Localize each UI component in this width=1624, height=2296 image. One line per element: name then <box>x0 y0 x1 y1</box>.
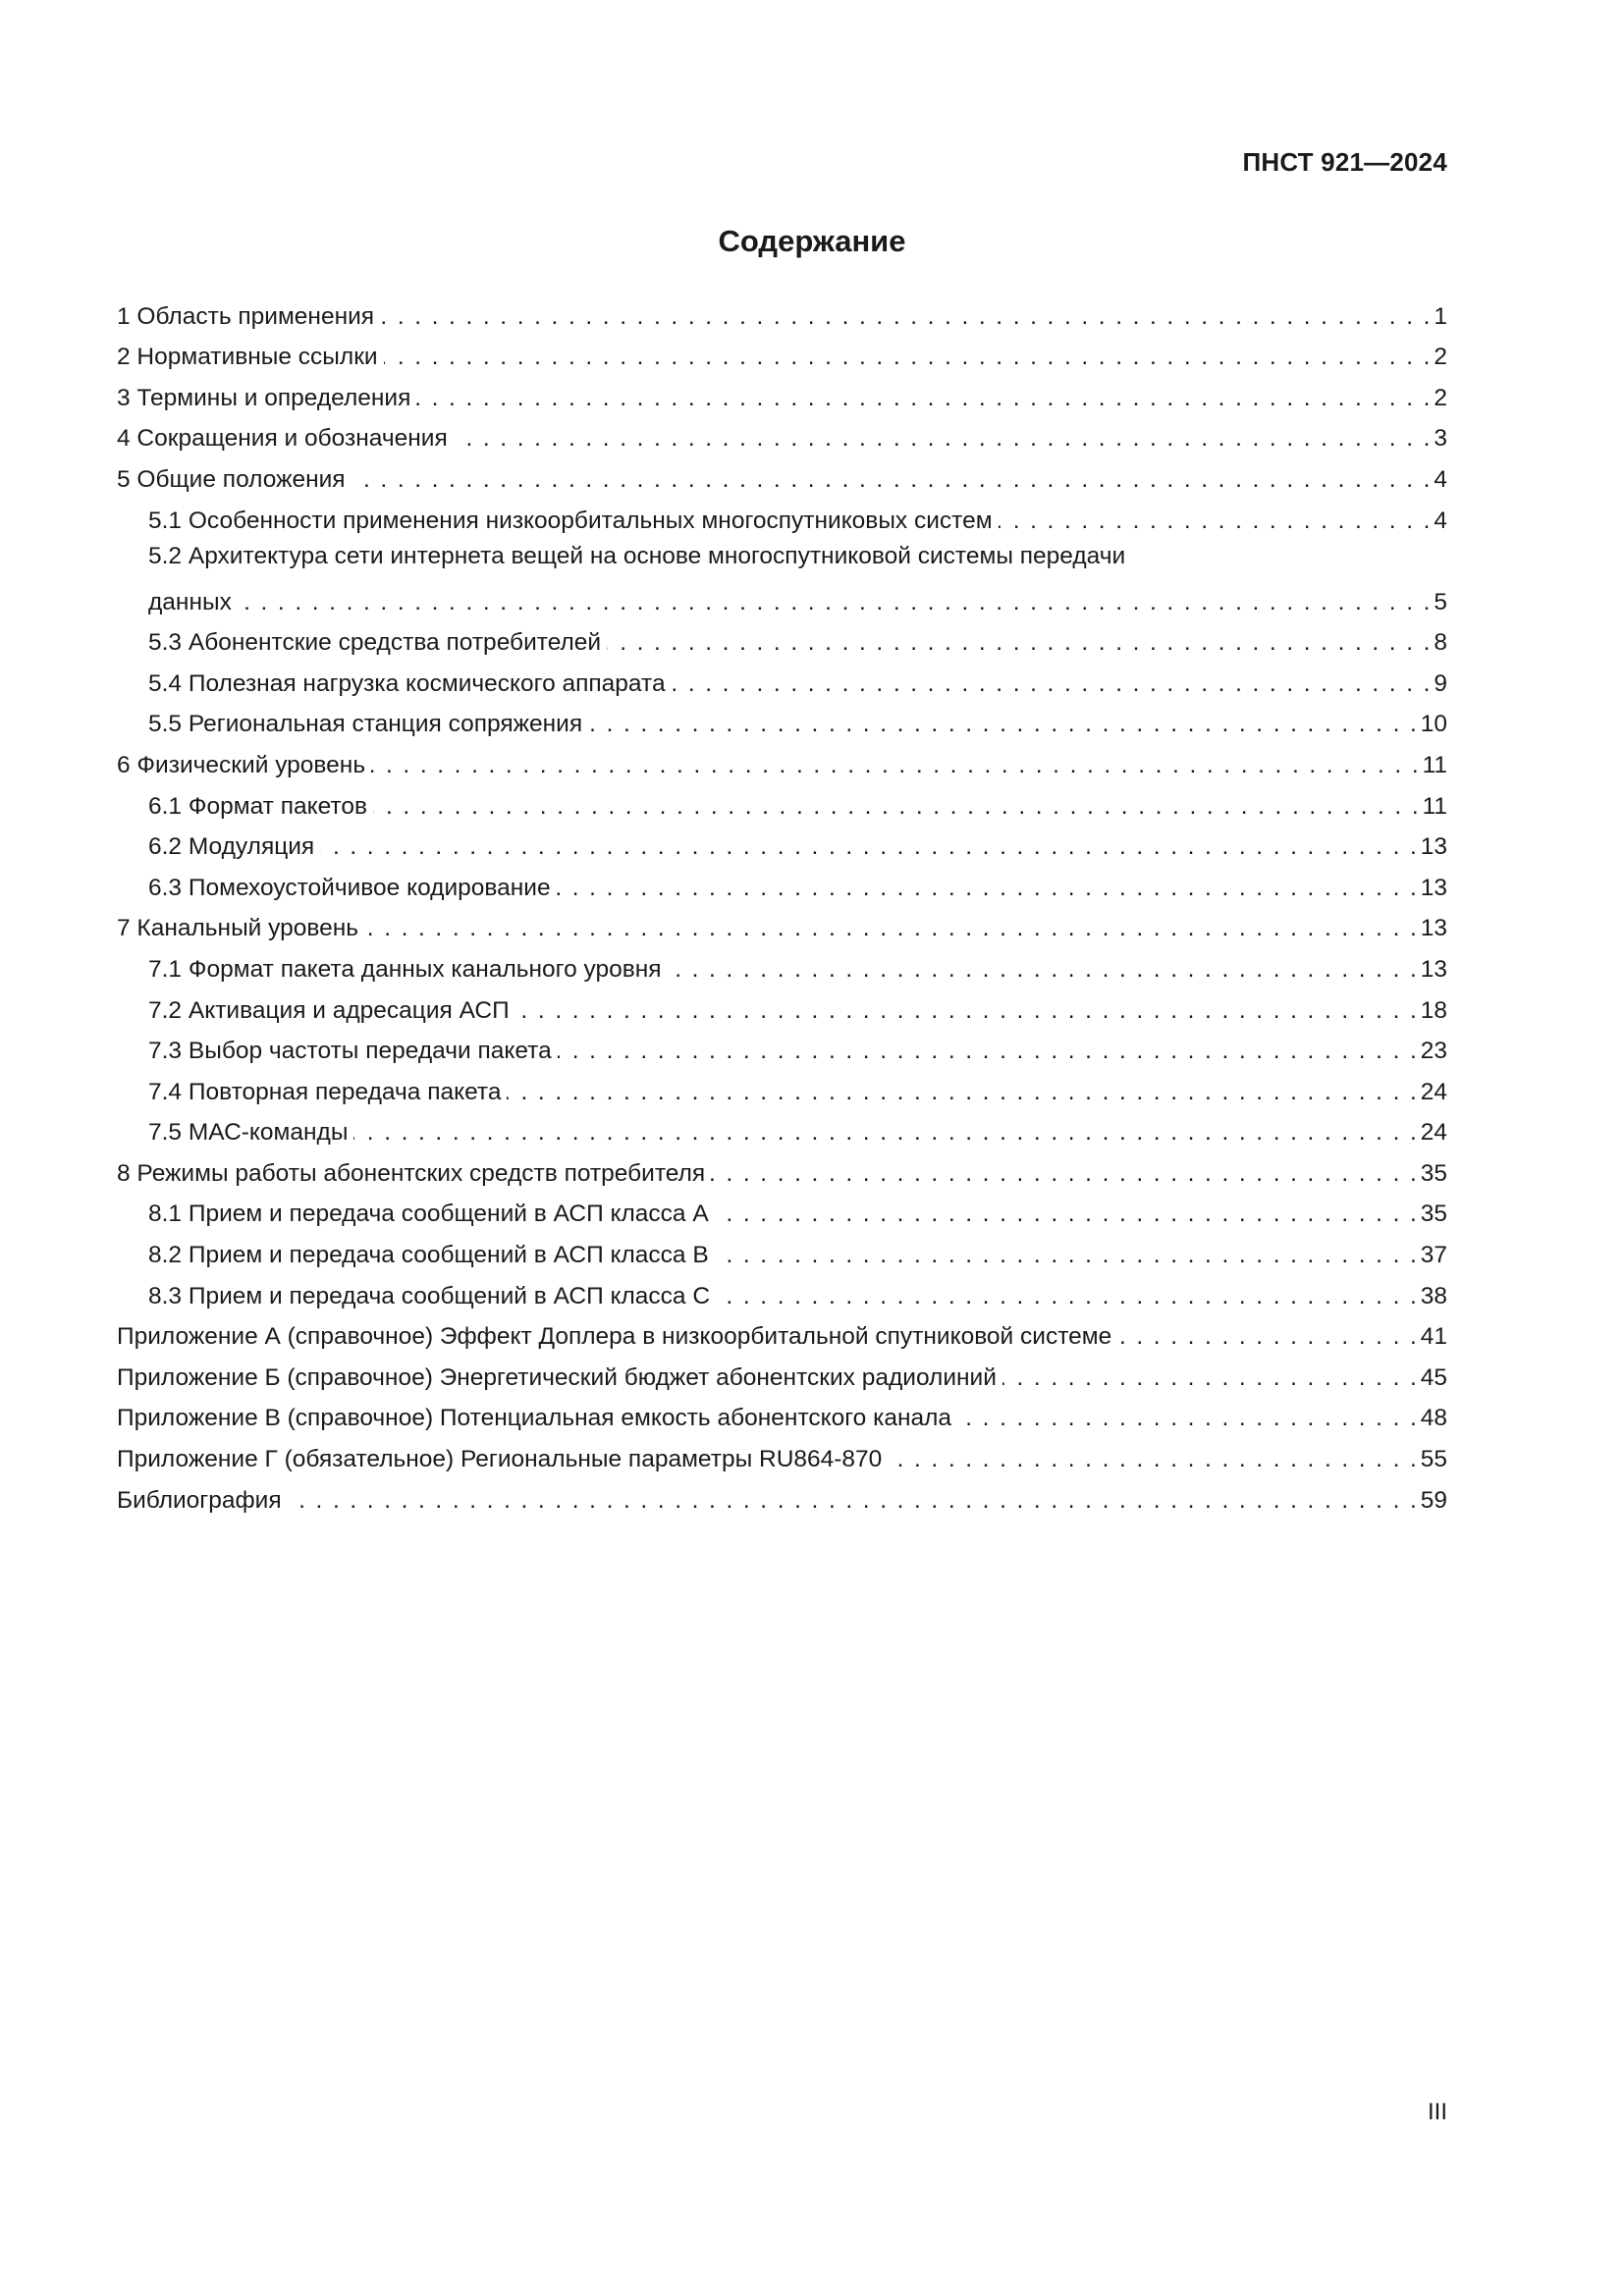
toc-entry-page: 55 <box>1420 1446 1447 1473</box>
toc-entry-text: 7.3 Выбор частоты передачи пакета <box>148 1038 552 1065</box>
toc-entry-text: Приложение Б (справочное) Энергетический бюджет абонентских радиолиний <box>117 1363 997 1391</box>
toc-leader-dots <box>352 465 1433 495</box>
toc-leader-dots <box>1117 1322 1418 1352</box>
toc-entry-page: 24 <box>1420 1078 1447 1105</box>
toc-entry-text: 7.2 Активация и адресация АСП <box>148 996 510 1024</box>
toc-entry-text: 8 Режимы работы абонентских средств потребителя <box>117 1159 706 1187</box>
toc-entry-page: 11 <box>1422 792 1447 820</box>
toc-leader-dots <box>672 669 1433 699</box>
toc-entry[interactable] <box>117 739 1447 780</box>
toc-entry-page: 4 <box>1434 507 1447 534</box>
toc-entry-page: 48 <box>1420 1405 1447 1432</box>
toc-leader-dots <box>515 996 1419 1026</box>
toc-leader-dots <box>715 1241 1419 1270</box>
toc-entry[interactable] <box>117 495 1447 536</box>
toc-entry-text: Библиография <box>117 1486 282 1514</box>
toc-entry-page: 2 <box>1434 344 1447 371</box>
toc-entry-page: 45 <box>1420 1363 1447 1391</box>
toc-leader-dots <box>288 1486 1419 1516</box>
toc-entry-text: Приложение Г (обязательное) Региональные параметры RU864-870 <box>117 1446 883 1473</box>
toc-entry-text: 6 Физический уровень <box>117 751 366 778</box>
toc-entry-page: 41 <box>1420 1323 1447 1351</box>
toc-leader-dots <box>715 1200 1419 1229</box>
toc-entry-text: 1 Область применения <box>117 302 375 330</box>
toc-entry-page: 8 <box>1434 629 1447 657</box>
toc-leader-dots <box>353 1118 1418 1148</box>
toc-entry[interactable] <box>117 903 1447 944</box>
toc-entry-page: 9 <box>1434 669 1447 697</box>
toc-leader-dots <box>557 874 1419 903</box>
toc-entry-text: 7.4 Повторная передача пакета <box>148 1078 502 1105</box>
toc-leader-dots <box>888 1445 1418 1474</box>
toc-entry-page: 37 <box>1420 1242 1447 1269</box>
toc-entry-page: 13 <box>1420 874 1447 901</box>
toc-entry-page: 3 <box>1434 425 1447 453</box>
toc-leader-dots <box>454 424 1433 454</box>
toc-entry[interactable] <box>117 1352 1447 1393</box>
toc-leader-dots <box>588 710 1419 739</box>
toc-entry[interactable] <box>117 1026 1447 1067</box>
toc-leader-dots <box>716 1282 1419 1311</box>
toc-entry-line2 <box>148 576 1447 617</box>
toc-entry[interactable] <box>117 1393 1447 1434</box>
toc-entry-text: 7.5 МАС-команды <box>148 1119 349 1147</box>
toc-entry[interactable] <box>117 943 1447 985</box>
toc-entry-text: 8.3 Прием и передача сообщений в АСП класса С <box>148 1282 711 1309</box>
toc-entry-text: 5.4 Полезная нагрузка космического аппарата <box>148 669 666 697</box>
toc-entry[interactable] <box>117 1066 1447 1107</box>
toc-entry[interactable] <box>117 1474 1447 1516</box>
toc-entry[interactable] <box>117 699 1447 740</box>
toc-entry-page: 13 <box>1420 915 1447 942</box>
toc-entry[interactable] <box>117 1433 1447 1474</box>
toc-entry[interactable] <box>117 413 1447 454</box>
table-of-contents <box>117 291 1447 1516</box>
toc-leader-dots <box>1002 1363 1419 1393</box>
toc-entry-text: 2 Нормативные ссылки <box>117 344 378 371</box>
toc-entry-text: 5.5 Региональная станция сопряжения <box>148 711 583 738</box>
toc-entry-text: данных <box>148 588 232 615</box>
toc-entry[interactable] <box>117 536 1447 617</box>
toc-leader-dots <box>711 1159 1419 1189</box>
toc-leader-dots <box>507 1078 1418 1107</box>
toc-leader-dots <box>558 1037 1419 1066</box>
toc-entry[interactable] <box>117 1107 1447 1148</box>
toc-leader-dots <box>957 1404 1419 1433</box>
toc-entry[interactable] <box>117 372 1447 413</box>
toc-entry[interactable] <box>117 617 1447 659</box>
toc-entry[interactable] <box>117 1189 1447 1230</box>
toc-entry-page: 18 <box>1420 996 1447 1024</box>
toc-entry[interactable] <box>117 780 1447 822</box>
toc-entry-page: 13 <box>1420 833 1447 861</box>
toc-entry[interactable] <box>117 985 1447 1026</box>
toc-entry-text: 8.2 Прием и передача сообщений в АСП класса В <box>148 1242 709 1269</box>
toc-entry[interactable] <box>117 822 1447 863</box>
toc-entry-text: 6.1 Формат пакетов <box>148 792 367 820</box>
toc-entry[interactable] <box>117 1148 1447 1189</box>
toc-title: Содержание <box>718 224 906 258</box>
toc-entry-text: Приложение В (справочное) Потенциальная емкость абонентского канала <box>117 1405 952 1432</box>
toc-entry-text: 3 Термины и определения <box>117 384 411 411</box>
toc-leader-dots <box>384 343 1433 372</box>
toc-leader-dots <box>320 832 1419 862</box>
toc-leader-dots <box>371 751 1420 780</box>
toc-entry-text: 7 Канальный уровень <box>117 915 359 942</box>
toc-entry-text: 4 Сокращения и обозначения <box>117 425 448 453</box>
toc-entry-page: 4 <box>1434 465 1447 493</box>
toc-entry-page: 59 <box>1420 1486 1447 1514</box>
toc-entry[interactable] <box>117 658 1447 699</box>
toc-entry[interactable] <box>117 1270 1447 1311</box>
toc-entry-page: 24 <box>1420 1119 1447 1147</box>
toc-leader-dots <box>607 628 1432 658</box>
toc-entry-page: 35 <box>1420 1201 1447 1228</box>
toc-leader-dots <box>373 792 1421 822</box>
toc-entry-page: 5 <box>1434 588 1447 615</box>
toc-entry-page: 2 <box>1434 384 1447 411</box>
toc-entry[interactable] <box>117 1311 1447 1353</box>
toc-leader-dots <box>364 914 1419 943</box>
toc-entry-text-line1: 5.2 Архитектура сети интернета вещей на основе многоспутниковой системы передачи <box>148 542 1126 569</box>
toc-leader-dots <box>238 588 1433 617</box>
toc-entry[interactable] <box>117 454 1447 495</box>
document-code: ПНСТ 921—2024 <box>1242 147 1447 177</box>
toc-entry-text: 6.3 Помехоустойчивое кодирование <box>148 874 551 901</box>
toc-leader-dots <box>380 302 1432 332</box>
toc-entry[interactable] <box>117 291 1447 332</box>
toc-entry[interactable] <box>117 862 1447 903</box>
toc-entry[interactable] <box>117 1229 1447 1270</box>
toc-entry-page: 23 <box>1420 1038 1447 1065</box>
toc-entry-page: 1 <box>1434 302 1447 330</box>
toc-entry-page: 35 <box>1420 1159 1447 1187</box>
toc-entry-text: 5.1 Особенности применения низкоорбитальных многоспутниковых систем <box>148 507 993 534</box>
toc-entry-page: 13 <box>1420 955 1447 983</box>
toc-entry-text: 6.2 Модуляция <box>148 833 315 861</box>
toc-entry-text: 5 Общие положения <box>117 465 346 493</box>
toc-entry-text: 8.1 Прием и передача сообщений в АСП класса А <box>148 1201 709 1228</box>
toc-entry-text: Приложение А (справочное) Эффект Доплера в низкоорбитальной спутниковой системе <box>117 1323 1112 1351</box>
toc-leader-dots <box>999 507 1433 536</box>
toc-entry-page: 11 <box>1422 751 1447 778</box>
toc-entry-text: 5.3 Абонентские средства потребителей <box>148 629 602 657</box>
toc-leader-dots <box>416 384 1432 413</box>
toc-leader-dots <box>668 955 1419 985</box>
toc-entry-page: 38 <box>1420 1282 1447 1309</box>
toc-entry[interactable] <box>117 332 1447 373</box>
toc-entry-page: 10 <box>1420 711 1447 738</box>
toc-entry-text: 7.1 Формат пакета данных канального уровня <box>148 955 662 983</box>
page-number: III <box>1427 2099 1447 2125</box>
